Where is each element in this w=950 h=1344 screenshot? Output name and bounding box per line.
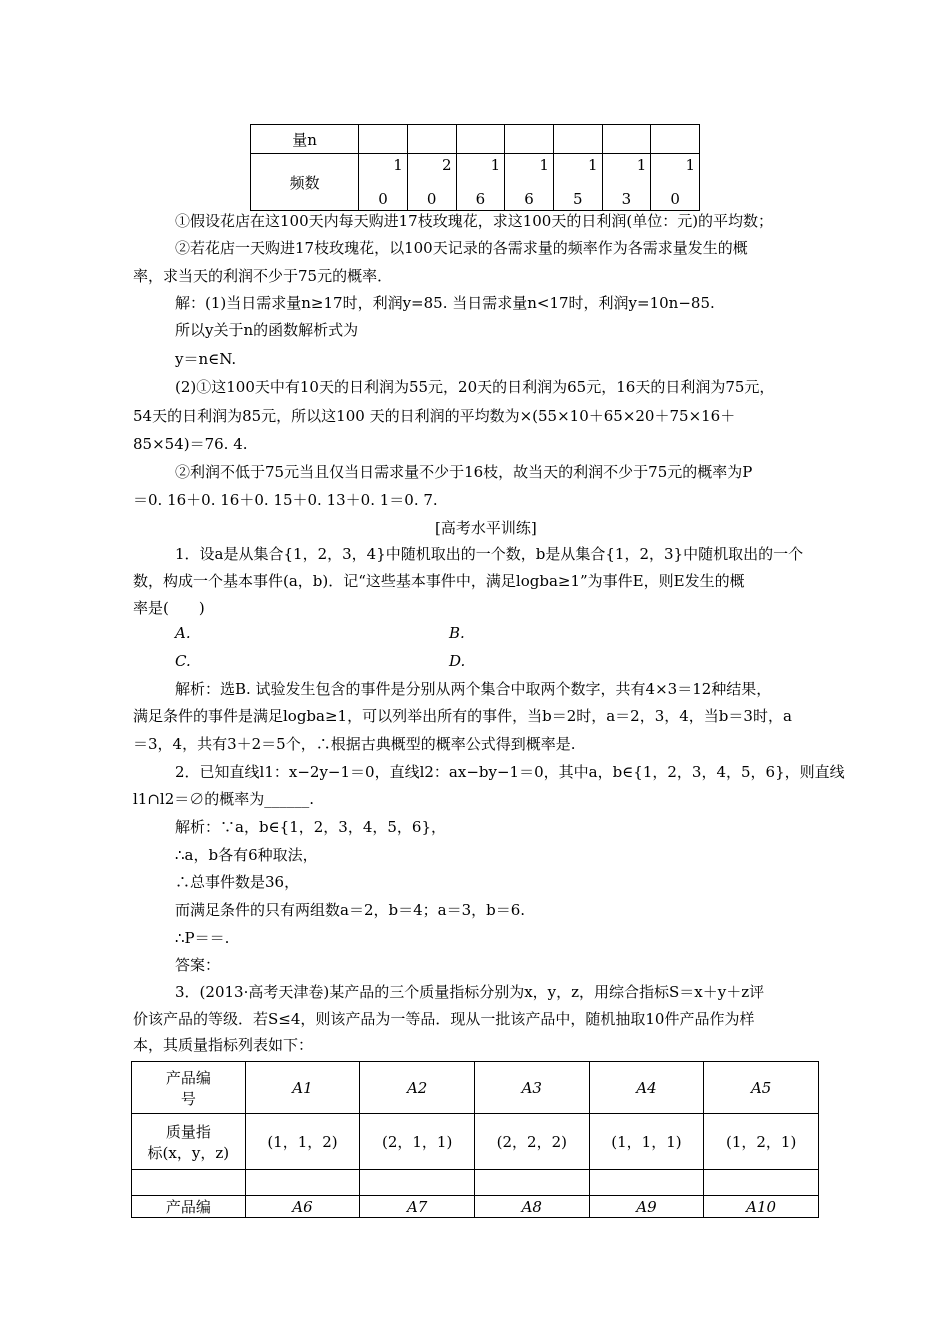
header-product-id: 产品编	[132, 1196, 246, 1218]
solution-line: (2)①这100天中有10天的日利润为55元，20天的日利润为65元，16天的日利润为75元，	[175, 378, 775, 396]
solution-line: y＝n∈N.	[175, 350, 237, 368]
solution-line: ②利润不低于75元当且仅当日需求量不少于16枝，故当天的利润不少于75元的概率为P	[175, 463, 753, 481]
product-id-cell: A5	[704, 1062, 819, 1114]
section-heading: [高考水平训练]	[435, 519, 537, 537]
problem-2: 2．已知直线l1：x−2y−1＝0，直线l2：ax−by−1＝0，其中a，b∈{1，2，3，4，5，6}，则直线	[175, 763, 845, 781]
solution-line: 54天的日利润为85元，所以这100 天的日利润的平均数为×(55×10＋65×20＋75×16＋	[133, 407, 736, 425]
question-1: ①假设花店在这100天内每天购进17枝玫瑰花，求这100天的日利润(单位：元)的平均数；	[175, 212, 774, 230]
row-label-frequency: 频数	[251, 154, 359, 211]
solution-line: 所以y关于n的函数解析式为	[175, 321, 359, 339]
product-id-cell: A4	[589, 1062, 704, 1114]
freq-cell: 1 3	[602, 154, 651, 211]
product-id-cell: A7	[360, 1196, 475, 1218]
question-2-line2: 率，求当天的利润不少于75元的概率．	[133, 267, 393, 285]
analysis-1: 解析：选B. 试验发生包含的事件是分别从两个集合中取两个数字，共有4×3＝12种结果，	[175, 680, 772, 698]
product-id-cell: A10	[704, 1196, 819, 1218]
analysis-2: 解析：∵a，b∈{1，2，3，4，5，6}，	[175, 818, 446, 836]
quality-value-cell: (1，1，1)	[589, 1114, 704, 1170]
row-label-demand: 量n	[251, 125, 359, 154]
analysis-2: ∴a，b各有6种取法，	[175, 846, 318, 864]
product-id-cell: A8	[474, 1196, 589, 1218]
quality-index-table	[131, 1061, 819, 1218]
header-quality-index: 质量指 标(x，y，z)	[132, 1114, 246, 1170]
problem-1: 1．设a是从集合{1，2，3，4}中随机取出的一个数，b是从集合{1，2，3}中随机取出的一个	[175, 545, 804, 563]
solution-line: 85×54)＝76. 4.	[133, 435, 248, 453]
analysis-2: ∴P＝＝.	[175, 929, 230, 947]
product-id-cell: A9	[589, 1196, 704, 1218]
option-c: C.	[175, 652, 191, 670]
product-id-cell: A3	[474, 1062, 589, 1114]
option-b: B.	[449, 624, 465, 642]
answer-label: 答案：	[175, 956, 221, 974]
demand-frequency-table	[250, 124, 700, 211]
option-d: D.	[449, 652, 466, 670]
analysis-1: 满足条件的事件是满足logba≥1，可以列举出所有的事件，当b＝2时，a＝2，3，4，当b＝3时，a	[133, 707, 792, 725]
question-2-line1: ②若花店一天购进17枝玫瑰花，以100天记录的各需求量的频率作为各需求量发生的概	[175, 239, 748, 257]
analysis-2: ∴总事件数是36，	[175, 873, 300, 891]
analysis-2: 而满足条件的只有两组数a＝2，b＝4；a＝3，b＝6.	[175, 901, 526, 919]
problem-3: 价该产品的等级．若S≤4，则该产品为一等品．现从一批该产品中，随机抽取10件产品作为样	[133, 1010, 755, 1028]
solution-line: 解：(1)当日需求量n≥17时，利润y=85. 当日需求量n<17时，利润y=10n−85.	[175, 294, 715, 312]
freq-cell: 1 6	[505, 154, 554, 211]
problem-1: 率是( )	[133, 599, 205, 617]
freq-cell: 1 0	[651, 154, 700, 211]
product-id-cell: A2	[360, 1062, 475, 1114]
analysis-1: ＝3，4，共有3＋2＝5个，∴根据古典概型的概率公式得到概率是.	[133, 735, 576, 753]
quality-value-cell: (2，2，2)	[474, 1114, 589, 1170]
solution-line: ＝0. 16＋0. 16＋0. 15＋0. 13＋0. 1＝0. 7.	[133, 491, 438, 509]
product-id-cell: A6	[245, 1196, 360, 1218]
freq-cell: 1 6	[456, 154, 505, 211]
header-product-id: 产品编 号	[132, 1062, 246, 1114]
freq-cell: 1 5	[553, 154, 602, 211]
quality-value-cell: (1，1，2)	[245, 1114, 360, 1170]
problem-3: 3．(2013·高考天津卷)某产品的三个质量指标分别为x，y，z，用综合指标S＝x＋y＋z评	[175, 983, 765, 1001]
freq-cell: 1 0	[359, 154, 408, 211]
problem-2: l1∩l2＝∅的概率为______.	[133, 790, 315, 808]
problem-3: 本，其质量指标列表如下：	[133, 1036, 314, 1054]
product-id-cell: A1	[245, 1062, 360, 1114]
problem-1: 数，构成一个基本事件(a，b)．记“这些基本事件中，满足logba≥1”为事件E，则E发生的概	[133, 572, 745, 590]
option-a: A.	[175, 624, 191, 642]
quality-value-cell: (1，2，1)	[704, 1114, 819, 1170]
quality-value-cell: (2，1，1)	[360, 1114, 475, 1170]
freq-cell: 2 0	[407, 154, 456, 211]
